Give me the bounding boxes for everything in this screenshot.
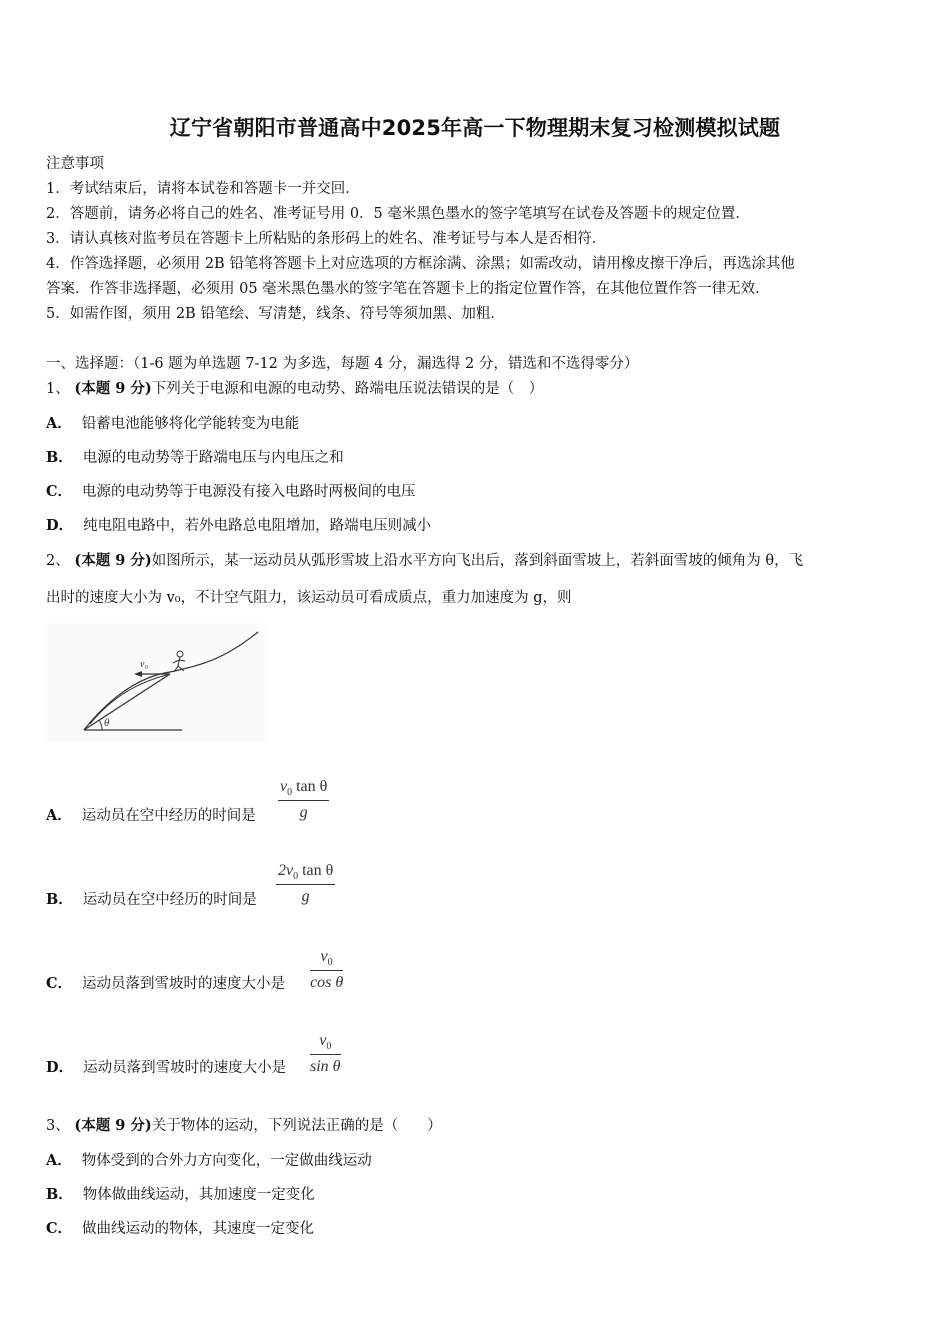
fraction-numerator — [310, 948, 343, 971]
notice-item: 4．作答选择题，必须用 2B 铅笔将答题卡上对应选项的方框涂满、涂黑；如需改动，请用橡皮擦干净后，再选涂其他 — [46, 256, 795, 272]
num-func: tan θ — [292, 778, 328, 795]
option-label: D． — [46, 1059, 74, 1076]
option-text: 纯电阻电路中，若外电路总电阻增加，路端电压则减小 — [83, 518, 432, 534]
question-1 — [46, 377, 543, 398]
num-symbol: 2v — [278, 862, 294, 879]
question-score-tag: (本题 9 分) — [74, 1117, 152, 1134]
option-c — [46, 1217, 314, 1238]
option-b — [46, 446, 344, 467]
fraction-c — [310, 948, 343, 992]
num-symbol: v — [280, 778, 288, 795]
option-text: 运动员落到雪坡时的速度大小是 — [82, 976, 286, 992]
option-label: B． — [46, 449, 73, 466]
angle-label: θ — [104, 717, 110, 729]
velocity-label: v₀ — [140, 659, 148, 670]
notice-item: 5．如需作图，须用 2B 铅笔绘、写清楚，线条、符号等须加黑、加粗． — [46, 306, 505, 322]
num-subscript: 0 — [326, 1041, 332, 1053]
option-label: C． — [46, 975, 73, 992]
fraction-denominator: g — [299, 804, 308, 822]
num-symbol: v — [319, 1032, 327, 1049]
option-c — [46, 480, 416, 501]
option-c — [46, 972, 285, 993]
ski-jump-figure — [46, 622, 266, 742]
num-subscript: 0 — [327, 957, 333, 969]
option-label: D． — [46, 517, 74, 534]
question-number: 2、 — [46, 553, 70, 569]
option-b — [46, 888, 257, 909]
option-text: 电源的电动势等于路端电压与内电压之和 — [82, 450, 344, 466]
option-text: 运动员在空中经历的时间是 — [82, 892, 257, 908]
fraction-numerator — [278, 778, 329, 801]
question-number: 1、 — [46, 381, 70, 397]
option-label: C． — [46, 1220, 73, 1237]
notice-item: 2．答题前，请务必将自己的姓名、准考证号用 0．5 毫米黑色墨水的签字笔填写在试卷及答题卡的规定位置． — [46, 206, 750, 222]
fraction-d — [310, 1032, 341, 1076]
option-d — [46, 1056, 286, 1077]
question-stem: 关于物体的运动，下列说法正确的是（ ） — [151, 1118, 442, 1134]
option-label: A． — [46, 807, 72, 824]
option-a — [46, 412, 299, 433]
fraction-a — [278, 778, 329, 822]
option-b — [46, 1183, 315, 1204]
question-stem: 下列关于电源和电源的电动势、路端电压说法错误的是（ ） — [151, 381, 544, 397]
notice-item: 1．考试结束后，请将本试卷和答题卡一并交回． — [46, 181, 360, 197]
question-stem: 如图所示，某一运动员从弧形雪坡上沿水平方向飞出后，落到斜面雪坡上，若斜面雪坡的倾角为 θ，飞 — [151, 553, 804, 569]
question-3 — [46, 1114, 442, 1135]
fraction-b — [276, 862, 335, 906]
num-symbol: v — [320, 948, 328, 965]
option-text: 运动员落到雪坡时的速度大小是 — [83, 1060, 287, 1076]
option-label: B． — [46, 891, 73, 908]
question-2 — [46, 549, 803, 570]
fraction-denominator: sin θ — [310, 1058, 341, 1076]
option-text: 铅蓄电池能够将化学能转变为电能 — [81, 416, 300, 432]
num-func: tan θ — [298, 862, 334, 879]
fraction-numerator — [310, 1032, 341, 1055]
num-subscript: 0 — [293, 871, 299, 883]
question-stem-continued: 出时的速度大小为 v₀，不计空气阻力，该运动员可看成质点，重力加速度为 g，则 — [46, 590, 572, 606]
option-text: 电源的电动势等于电源没有接入电路时两极间的电压 — [82, 484, 416, 500]
option-a — [46, 804, 256, 825]
option-text: 做曲线运动的物体，其速度一定变化 — [82, 1221, 315, 1237]
question-score-tag: (本题 9 分) — [74, 380, 152, 397]
option-label: C． — [46, 483, 73, 500]
question-number: 3、 — [46, 1118, 70, 1134]
option-label: A． — [46, 415, 72, 432]
notice-heading: 注意事项 — [46, 156, 104, 172]
section-heading: 一、选择题：（1-6 题为单选题 7-12 为多选，每题 4 分，漏选得 2 分，错选和不选得零分） — [46, 356, 639, 372]
fraction-numerator — [276, 862, 335, 885]
option-text: 物体受到的合外力方向变化，一定做曲线运动 — [81, 1153, 372, 1169]
page-title: 辽宁省朝阳市普通高中2025年高一下物理期末复习检测模拟试题 — [169, 116, 781, 140]
fraction-denominator: g — [301, 888, 310, 906]
fraction-denominator: cos θ — [310, 974, 344, 992]
option-d — [46, 514, 431, 535]
option-label: A． — [46, 1152, 72, 1169]
figure-background — [46, 622, 266, 742]
notice-item: 答案．作答非选择题，必须用 05 毫米黑色墨水的签字笔在答题卡上的指定位置作答，在其他位置作答一律无效． — [46, 281, 770, 297]
option-label: B． — [46, 1186, 73, 1203]
option-text: 物体做曲线运动，其加速度一定变化 — [82, 1187, 315, 1203]
num-subscript: 0 — [287, 787, 293, 799]
notice-item: 3．请认真核对监考员在答题卡上所粘贴的条形码上的姓名、准考证号与本人是否相符． — [46, 231, 607, 247]
option-text: 运动员在空中经历的时间是 — [81, 808, 256, 824]
option-a — [46, 1149, 372, 1170]
question-score-tag: (本题 9 分) — [74, 552, 152, 569]
